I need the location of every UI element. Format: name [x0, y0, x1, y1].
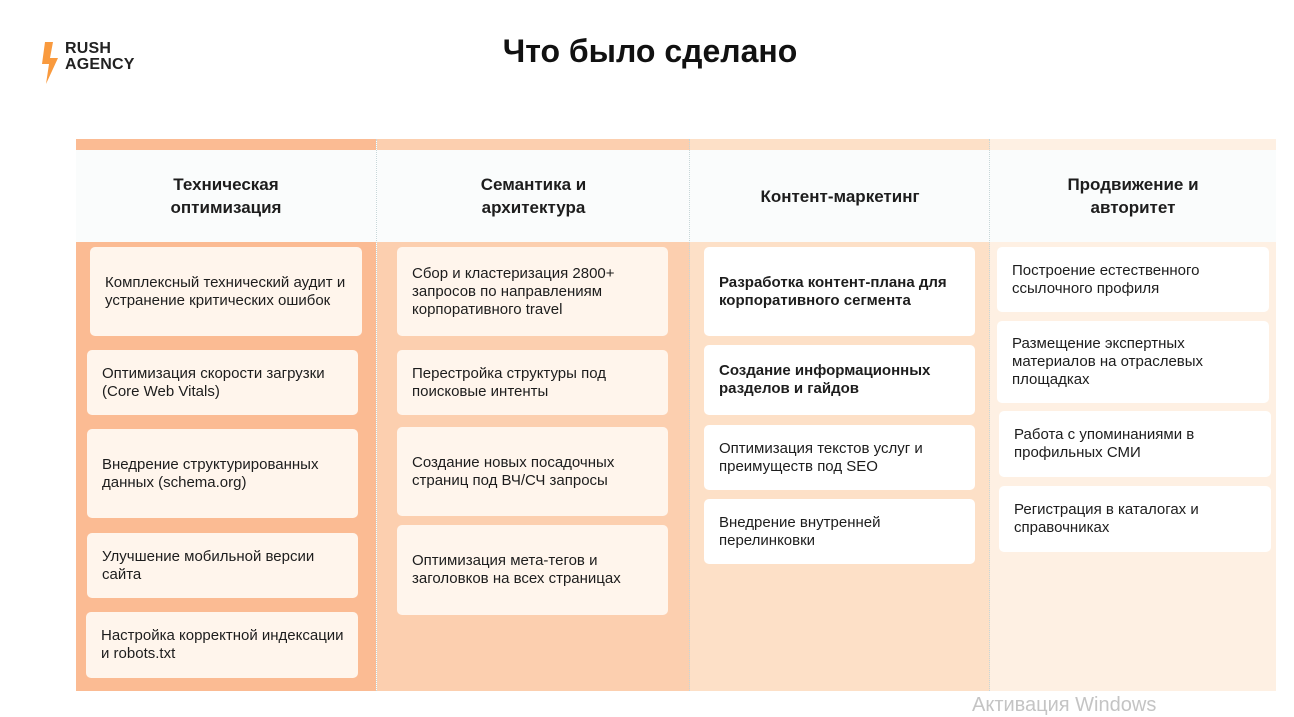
column-body — [690, 242, 990, 691]
column-heading: Техническая оптимизация — [76, 150, 376, 242]
column-body — [76, 242, 376, 691]
column-heading: Продвижение и авторитет — [990, 150, 1276, 242]
column-heading: Семантика и архитектура — [377, 150, 690, 242]
column-heading: Контент-маркетинг — [690, 150, 990, 242]
list-item: Размещение экспертных материалов на отраслевых площадках — [997, 321, 1269, 403]
list-item: Разработка контент-плана для корпоративного сегмента — [704, 247, 975, 336]
list-item: Оптимизация скорости загрузки (Core Web Vitals) — [87, 350, 358, 415]
list-item: Улучшение мобильной версии сайта — [87, 533, 358, 598]
list-item: Внедрение внутренней перелинковки — [704, 499, 975, 564]
list-item: Сбор и кластеризация 2800+ запросов по направлениям корпоративного travel — [397, 247, 668, 336]
list-item: Создание информационных разделов и гайдов — [704, 345, 975, 415]
column-body — [377, 242, 690, 691]
list-item: Работа с упоминаниями в профильных СМИ — [999, 411, 1271, 477]
logo-line1: RUSH — [65, 40, 112, 57]
list-item: Оптимизация мета-тегов и заголовков на всех страницах — [397, 525, 668, 615]
list-item: Создание новых посадочных страниц под ВЧ/СЧ запросы — [397, 427, 668, 516]
list-item: Регистрация в каталогах и справочниках — [999, 486, 1271, 552]
column-top-bar — [990, 139, 1276, 150]
page-title: Что было сделано — [502, 33, 798, 69]
list-item: Оптимизация текстов услуг и преимуществ под SEO — [704, 425, 975, 490]
logo-line2: AGENCY — [65, 56, 135, 73]
list-item: Построение естественного ссылочного профиля — [997, 247, 1269, 312]
list-item: Комплексный технический аудит и устранение критических ошибок — [90, 247, 362, 336]
column-technical — [76, 139, 376, 691]
column-semantics — [376, 139, 690, 691]
windows-activation-watermark: Активация Windows — [972, 694, 1157, 716]
list-item: Внедрение структурированных данных (schema.org) — [87, 429, 358, 518]
column-content — [689, 139, 990, 691]
list-item: Перестройка структуры под поисковые интенты — [397, 350, 668, 415]
list-item: Настройка корректной индексации и robots.txt — [86, 612, 358, 678]
column-top-bar — [377, 139, 690, 150]
column-top-bar — [76, 139, 376, 150]
column-body — [990, 242, 1276, 691]
column-promotion — [989, 139, 1276, 691]
column-top-bar — [690, 139, 990, 150]
